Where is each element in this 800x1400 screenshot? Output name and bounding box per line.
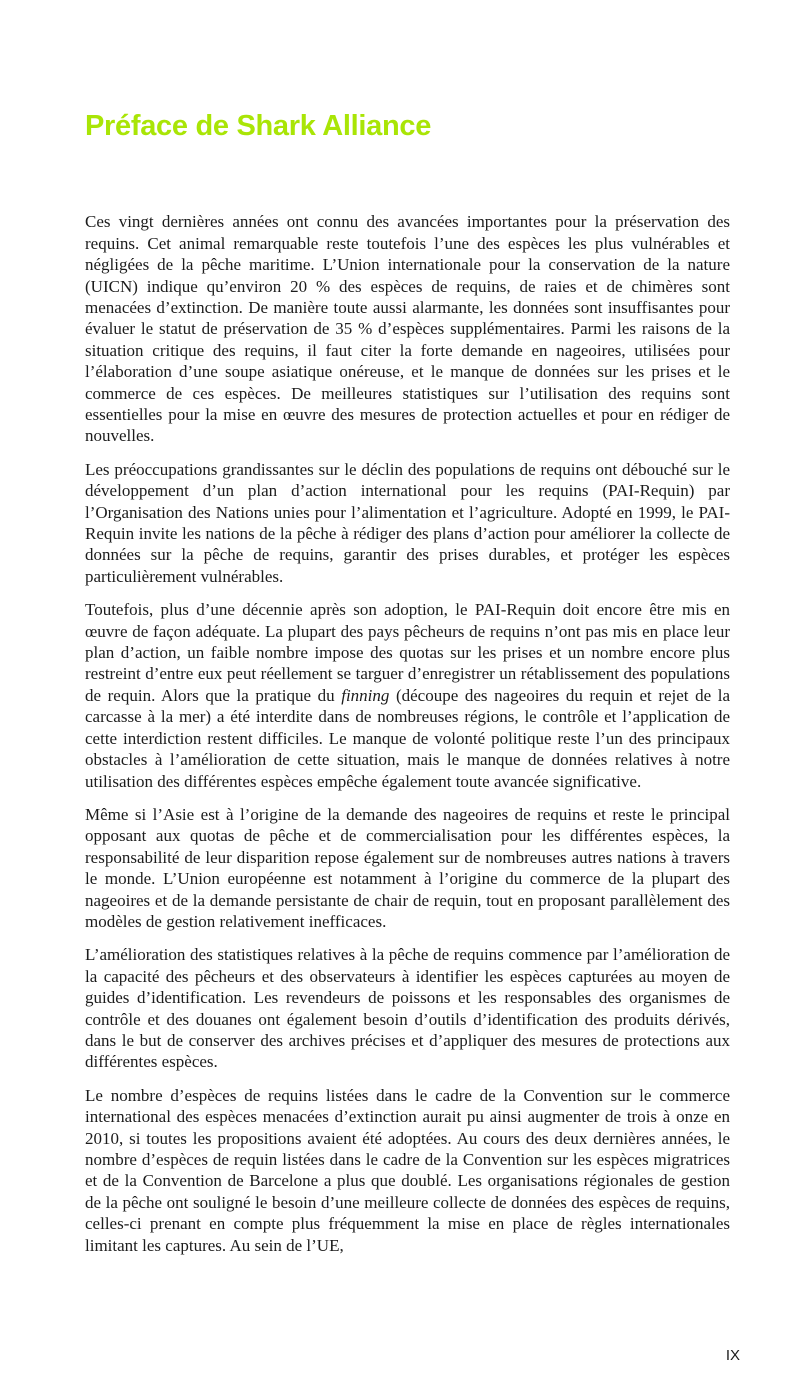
paragraph-5-text: L’amélioration des statistiques relatives à la pêche de requins commence par l’amélioration de la capacité des pêcheurs et des observateurs à identifier les espèces capturées au moyen de guides d’identification. Les revendeurs de poissons et les responsables des organismes de contrôle et des douanes ont également besoin d’outils d’identification des produits dérivés, dans le but de conserver des archives précises et d’appliquer des mesures de protections aux différentes espèces. bbox=[85, 945, 730, 1072]
page-number: IX bbox=[725, 1347, 740, 1364]
paragraph-3-text-before: Toutefois, plus d’une décennie après son adoption, le PAI-Requin doit encore être mis en œuvre de façon adéquate. La plupart des pays pêcheurs de requins n’ont pas mis en place leur plan d’action, un faible nombre impose des quotas sur les prises et un nombre encore plus restreint d’entre eux peut réellement se targuer d’enregistrer un rétablissement des populations de requin. Alors que la pratique du bbox=[85, 600, 730, 705]
paragraph-4-text: Même si l’Asie est à l’origine de la demande des nageoires de requins et reste le principal opposant aux quotas de pêche et de commercialisation pour les différentes espèces, la responsabilité de leur disparition repose également sur de nombreuses autres nations à travers le monde. L’Union européenne est notamment à l’origine du commerce de la plupart des nageoires et de la demande persistante de chair de requin, tout en proposant parallèlement des modèles de gestion relativement inefficaces. bbox=[85, 804, 730, 931]
body-text bbox=[85, 211, 730, 1256]
finning-italic-term: finning bbox=[341, 685, 390, 705]
paragraph-1-text: Ces vingt dernières années ont connu des avancées importantes pour la préservation des requins. Cet animal remarquable reste toutefois l’une des espèces les plus vulnérables et négligées de la pêche maritime. L’Union internationale pour la conservation de la nature (UICN) indique qu’environ 20 % des espèces de requins, de raies et de chimères sont menacées d’extinction. De manière toute aussi alarmante, les données sont insuffisantes pour évaluer le statut de préservation de 35 % d’espèces supplémentaires. Parmi les raisons de la situation critique des requins, il faut citer la forte demande en nageoires, utilisées pour l’élaboration d’une soupe asiatique onéreuse, et le manque de données sur les prises et le commerce de ces espèces. De meilleures statistiques sur l’utilisation des requins sont essentielles pour la mise en œuvre des mesures de protection actuelles et pour en rédiger de nouvelles. bbox=[85, 212, 730, 446]
paragraph-2-text: Les préoccupations grandissantes sur le déclin des populations de requins ont débouché sur le développement d’un plan d’action international pour les requins (PAI-Requin) par l’Organisation des Nations unies pour l’alimentation et l’agriculture. Adopté en 1999, le PAI-Requin invite les nations de la pêche à rédiger des plans d’action pour améliorer la collecte de données sur la pêche de requins, garantir des prises durables, et protéger les espèces particulièrement vulnérables. bbox=[85, 459, 730, 586]
paragraph-2 bbox=[85, 459, 730, 587]
paragraph-3 bbox=[85, 599, 730, 792]
paragraph-5 bbox=[85, 944, 730, 1072]
paragraph-4 bbox=[85, 804, 730, 932]
paragraph-1 bbox=[85, 211, 730, 446]
page-title: Préface de Shark Alliance bbox=[85, 110, 432, 142]
paragraph-6 bbox=[85, 1085, 730, 1256]
paragraph-3-text-after: (découpe des nageoires du requin et rejet de la carcasse à la mer) a été interdite dans de nombreuses régions, le contrôle et l’application de cette interdiction restent difficiles. Le manque de volonté politique reste l’un des principaux obstacles à l’amélioration de cette situation, mais le manque de données relatives à notre utilisation des différentes espèces empêche également toute avancée significative. bbox=[85, 685, 731, 791]
paragraph-6-text: Le nombre d’espèces de requins listées dans le cadre de la Convention sur le commerce international des espèces menacées d’extinction aurait pu ainsi augmenter de trois à onze en 2010, si toutes les propositions avaient été adoptées. Au cours des deux dernières années, le nombre d’espèces de requin listées dans le cadre de la Convention sur les espèces migratrices et de la Convention de Barcelone a plus que doublé. Les organisations régionales de gestion de la pêche ont souligné le besoin d’une meilleure collecte de données des espèces de requins, celles-ci prenant en compte plus fréquemment la mise en place de règles internationales limitant les captures. Au sein de l’UE, bbox=[85, 1085, 730, 1255]
